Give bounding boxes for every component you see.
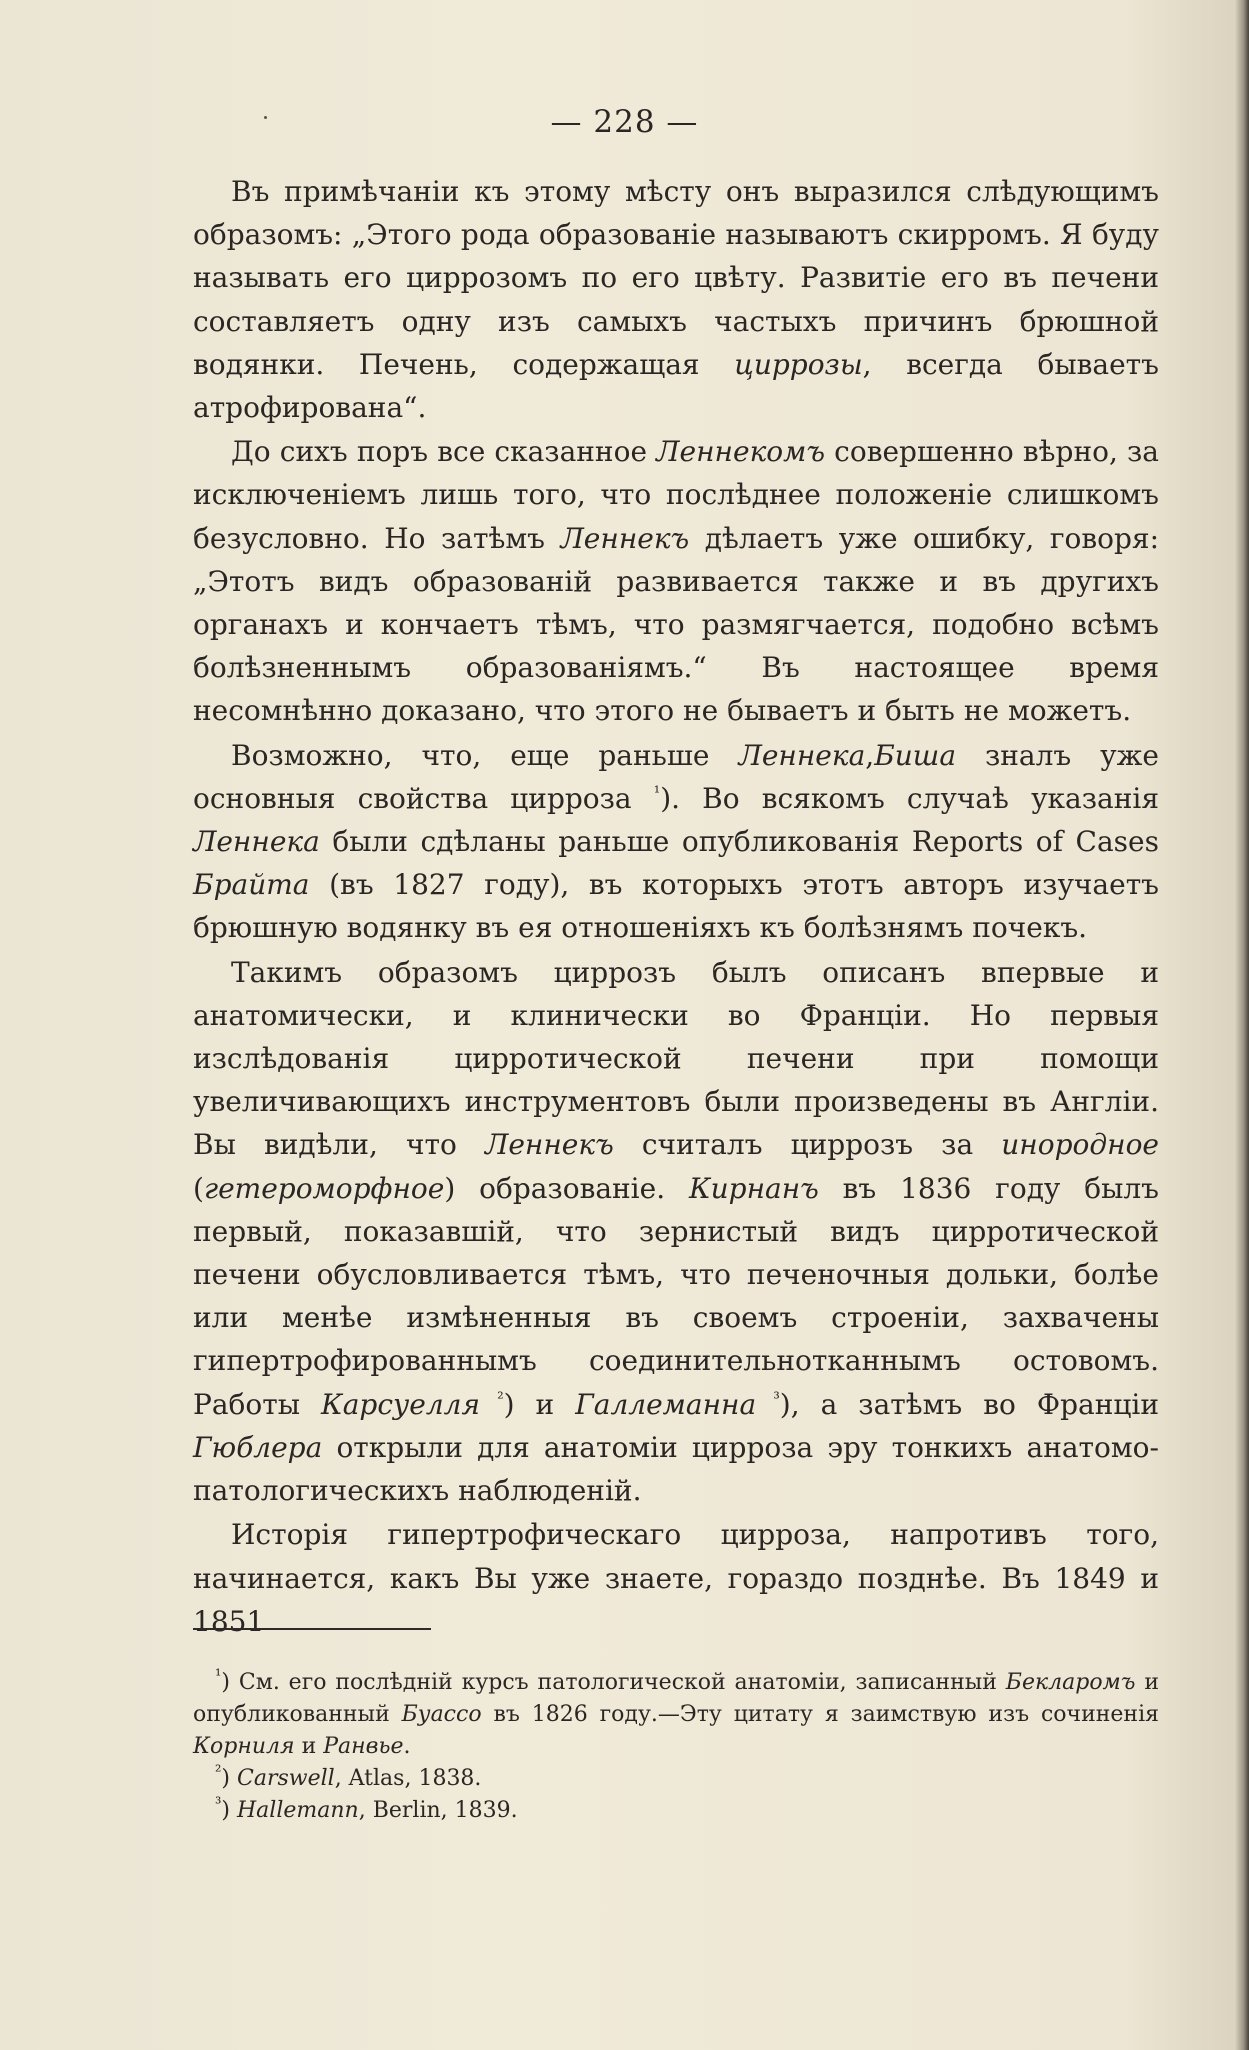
text-run: и опубликованный (193, 1670, 1159, 1727)
body-text (193, 170, 1159, 1644)
footnote (193, 1795, 1159, 1827)
italic-text: омъ (1089, 1670, 1136, 1695)
text-run: зналъ уже основныя свойства цирроза (193, 738, 1159, 815)
footnote-marker: ¹ (215, 1665, 222, 1685)
italic-text: гетероморфное (203, 1171, 445, 1205)
paragraph (193, 951, 1159, 1513)
paragraph (193, 734, 1159, 950)
text-run: въ 1826 году.—Эту цитату я заимствую изъ сочиненія (481, 1702, 1159, 1727)
italic-text: Леннекомъ (656, 435, 826, 469)
paragraph (193, 430, 1159, 732)
text-run: Возможно, что, еще раньше (231, 738, 739, 772)
text-run: , (865, 738, 875, 772)
italic-text: Биша (874, 738, 957, 772)
italic-text: Carswell (237, 1766, 335, 1791)
text-run: совершенно вѣрно, за исключеніемъ лишь того, что послѣднее положеніе слишкомъ безусловно. Но затѣмъ (193, 435, 1160, 555)
text-run: ( (193, 1171, 204, 1205)
page-edge-shadow (1235, 0, 1249, 2050)
text-run: ). Во всякомъ случаѣ указанія (660, 781, 1159, 815)
italic-text: Корниля (193, 1734, 295, 1759)
italic-text: Леннекъ (484, 1128, 614, 1162)
page-number: — 228 — (550, 104, 699, 140)
footnote-divider (193, 1628, 431, 1630)
text-run: (въ 1827 году), въ которыхъ этотъ авторъ изучаетъ брюшную водянку въ ея отношеніяхъ къ болѣзнямъ почекъ. (193, 868, 1159, 945)
italic-text: Гюблера (193, 1430, 323, 1464)
text-run: Въ примѣчаніи къ этому мѣсту онъ выразился слѣдующимъ образомъ: „Этого рода образованіе называютъ скирромъ. Я буду называть его циррозомъ по его цвѣту. Развитіе его въ печени составляетъ одну изъ самыхъ частыхъ причинъ брюшной водянки. Печень, содержащая (193, 175, 1159, 381)
text-run: ) и (503, 1387, 576, 1421)
text-run: открыли для анатоміи цирроза эру тонкихъ анатомо-патологическихъ наблюденій. (193, 1430, 1159, 1508)
italic-text: Hallemann (237, 1798, 359, 1823)
text-run: Исторія гипертрофическаго цирроза, напротивъ того, начинается, какъ Вы уже знаете, гораздо позднѣе. Въ 1849 и 1851 (193, 1518, 1159, 1638)
text-run: До сихъ поръ все сказанное (231, 435, 657, 469)
italic-text: Леннека (738, 738, 866, 772)
italic-text: циррозы (734, 347, 863, 381)
text-run: , Atlas, 1838. (334, 1766, 482, 1791)
text-run: . (403, 1734, 411, 1759)
footnote (193, 1667, 1159, 1763)
footnote-marker: ¹ (653, 782, 661, 802)
text-run: , всегда бываетъ атрофирована“. (193, 347, 1159, 425)
text-run: ), а затѣмъ во Франціи (779, 1387, 1160, 1421)
italic-text: Кирнанъ (688, 1171, 819, 1205)
text-run: считалъ циррозъ за (613, 1128, 1002, 1162)
italic-text: Леннекъ (560, 521, 690, 555)
italic-text: Брайта (193, 868, 310, 902)
footnote-marker: ³ (215, 1793, 222, 1813)
paragraph (193, 1513, 1159, 1643)
paragraph (193, 170, 1159, 429)
italic-text: инородное (1001, 1128, 1159, 1162)
italic-text: Буассо (401, 1702, 482, 1727)
text-run: и (294, 1734, 324, 1759)
footnote-marker: ² (215, 1761, 222, 1781)
footnote-marker: ³ (756, 1388, 780, 1408)
text-run: были сдѣланы раньше опубликованія Reports of Cases (319, 825, 1159, 859)
italic-text: Беклар (1005, 1670, 1090, 1695)
text-run: въ 1836 году былъ первый, показавшій, что зернистый видъ цирротической печени обусловливается тѣмъ, что печеночныя дольки, болѣе или менѣе измѣненныя въ своемъ строеніи, захвачены гипертрофированнымъ соединительнотканнымъ остовомъ. Работы (193, 1171, 1159, 1421)
footnotes (193, 1667, 1159, 1827)
text-run: дѣлаетъ уже ошибку, говоря: „Этотъ видъ образованій развивается также и въ другихъ органахъ и кончаетъ тѣмъ, что размягчается, подобно всѣмъ болѣзненнымъ образованіямъ.“ Въ настоящее время несомнѣнно доказано, что этого не бываетъ и быть не можетъ. (193, 521, 1160, 728)
italic-text: Ранвье (323, 1734, 404, 1759)
italic-text: Карсуелля (321, 1387, 481, 1421)
footnote (193, 1763, 1159, 1795)
italic-text: Галлеманна (575, 1387, 757, 1421)
text-run: ) См. его послѣдній курсъ патологической анатоміи, записанный (221, 1670, 1006, 1695)
footnote-marker: ² (480, 1388, 504, 1408)
text-run: ) (221, 1798, 237, 1823)
italic-text: Леннека (193, 825, 320, 859)
text-run: ) (221, 1766, 237, 1791)
text-run: ) образованіе. (444, 1171, 689, 1205)
text-run: , Berlin, 1839. (358, 1798, 518, 1823)
text-run: Такимъ образомъ циррозъ былъ описанъ впервые и анатомически, и клинически во Франціи. Но первыя изслѣдованія цирротической печени при помощи увеличивающихъ инструментовъ были произведены въ Англіи. Вы видѣли, что (193, 955, 1159, 1162)
